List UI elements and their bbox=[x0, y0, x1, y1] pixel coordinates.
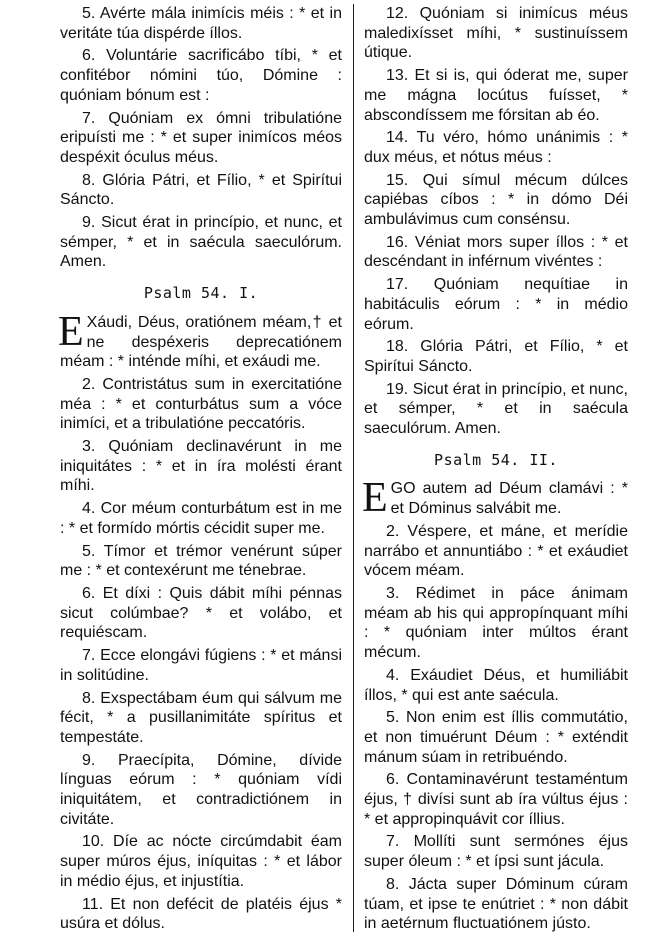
psalm-heading: Psalm 54. I. bbox=[143, 284, 259, 303]
verse: 6. Et díxi : Quis dábit míhi pénnas sicut colúmbae? * et volábo, et requiéscam. bbox=[60, 584, 342, 642]
verse: 6. Contaminavérunt testaméntum éjus, † divísi sunt ab íra vúltus éjus : * et appropinquávit cor íllius. bbox=[364, 771, 628, 828]
verse: 12. Quóniam si inimícus méus maledixísset míhi, * sustinuíssem útique. bbox=[364, 5, 628, 62]
opening-verse-text: GO autem ad Déum clamávi : * et Dóminus salvábit me. bbox=[390, 480, 628, 518]
column-divider bbox=[353, 4, 354, 932]
verse: 3. Rédimet in páce ánimam méam ab his qui appropínquant míhi : * quóniam inter múltos érant mécum. bbox=[364, 584, 628, 662]
verse: 18. Glória Pátri, et Fílio, * et Spirítui Sáncto. bbox=[364, 338, 628, 375]
verse: 17. Quóniam nequítiae in habitáculis eórum : * in médio eórum. bbox=[364, 276, 628, 333]
verse: 2. Contristátus sum in exercitatióne méa : * et conturbátus sum a vóce inimíci, et a tribulatióne peccatóris. bbox=[60, 375, 342, 433]
verse: 10. Díe ac nócte circúmdabit éam super múros éjus, iníquitas : * et lábor in médio éjus, et injustítia. bbox=[60, 833, 342, 890]
verse: 9. Sicut érat in princípio, et nunc, et sémper, * et in saécula saeculórum. Amen. bbox=[60, 214, 342, 271]
opening-verse bbox=[58, 308, 342, 372]
verse: 2. Véspere, et máne, et merídie narrábo et annuntiábo : * et exáudiet vócem méam. bbox=[364, 522, 628, 580]
opening-verse-text: Xáudi, Déus, oratiónem méam,† et ne despéxeris deprecatiónem méam : * inténde míhi, et exáudi me. bbox=[60, 313, 342, 371]
psalm-heading: Psalm 54. II. bbox=[434, 450, 558, 469]
verse: 5. Tímor et trémor venérunt súper me : * et contexérunt me ténebrae. bbox=[60, 542, 342, 580]
verse: 8. Glória Pátri, et Fílio, * et Spirítui Sáncto. bbox=[60, 171, 342, 209]
opening-verse bbox=[362, 475, 628, 522]
verse: 13. Et si is, qui óderat me, super me mágna locútus fuísset, * abscondíssem me fórsitan ab éo. bbox=[364, 67, 628, 124]
verse: 19. Sicut érat in princípio, et nunc, et sémper, * et in saécula saeculórum. Amen. bbox=[364, 380, 628, 438]
drop-cap: E bbox=[362, 475, 388, 522]
verse: 16. Véniat mors super íllos : * et descéndant in inférnum vivéntes : bbox=[364, 233, 628, 271]
verse: 5. Non enim est íllis commutátio, et non timuérunt Déum : * exténdit mánum súam in retribuéndo. bbox=[364, 709, 628, 766]
verse: 5. Avérte mála inimícis méis : * et in veritáte túa dispérde íllos. bbox=[60, 5, 342, 42]
verse: 7. Quóniam ex ómni tribulatióne eripuísti me : * et super inimícos méos despéxit óculus méus. bbox=[60, 109, 342, 166]
verse: 8. Jácta super Dóminum cúram túam, et ipse te enútriet : * non dábit in aetérnum fluctuatiónem jústo. bbox=[364, 875, 628, 933]
left-column bbox=[60, 4, 342, 937]
verse: 14. Tu véro, hómo unánimis : * dux méus, et nótus méus : bbox=[364, 129, 628, 166]
right-column bbox=[364, 4, 628, 937]
verse: 7. Mollíti sunt sermónes éjus super óleum : * et ípsi sunt jácula. bbox=[364, 833, 628, 871]
verse: 11. Et non defécit de platéis éjus * usúra et dólus. bbox=[60, 895, 342, 933]
verse: 4. Exáudiet Déus, et humiliábit íllos, * qui est ante saécula. bbox=[364, 666, 628, 704]
verse: 6. Voluntárie sacrificábo tíbi, * et confitébor nómini túo, Dómine : quóniam bónum est : bbox=[60, 47, 342, 104]
drop-cap: E bbox=[58, 308, 84, 355]
verse: 9. Praecípita, Dómine, dívide línguas eórum : * quóniam vídi iniquitátem, et contradictiónem in civitáte. bbox=[60, 751, 342, 828]
verse: 7. Ecce elongávi fúgiens : * et mánsi in solitúdine. bbox=[60, 647, 342, 684]
verse: 15. Qui símul mécum dúlces capiébas cíbos : * in dómo Déi ambulávimus cum consénsu. bbox=[364, 171, 628, 229]
verse: 3. Quóniam declinavérunt in me iniquitátes : * et in íra molésti érant míhi. bbox=[60, 438, 342, 495]
verse: 8. Exspectábam éum qui sálvum me fécit, * a pusillanimitáte spíritus et tempestáte. bbox=[60, 689, 342, 746]
verse: 4. Cor méum conturbátum est in me : * et formído mórtis cécidit super me. bbox=[60, 500, 342, 537]
